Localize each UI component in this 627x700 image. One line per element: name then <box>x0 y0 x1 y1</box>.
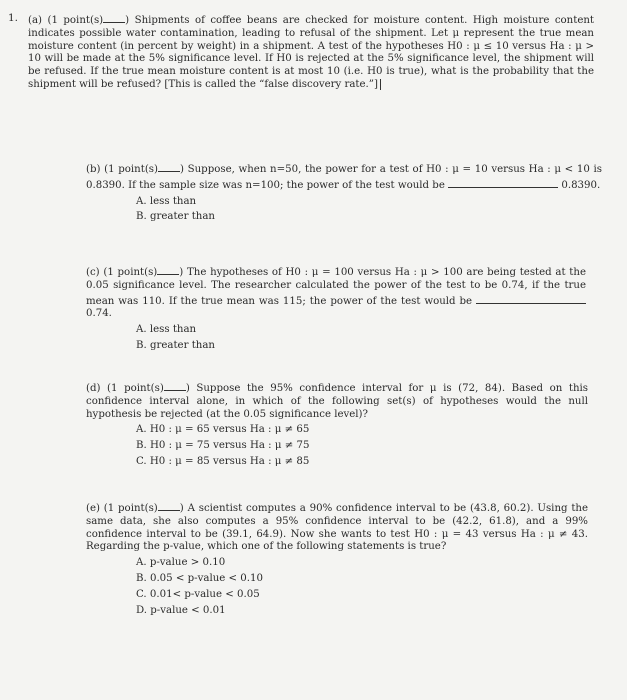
part-b-label: (b) (1 point(s) <box>86 164 158 175</box>
part-e-option-d[interactable]: D. p-value < 0.01 <box>136 604 226 616</box>
part-b-answer-blank[interactable] <box>158 161 180 172</box>
part-e-label: (e) (1 point(s) <box>86 503 158 514</box>
part-a-text: ) Shipments of coffee beans are checked for moisture content. High moisture content indicates possible water contamination, leading to refusal of the shipment. Let μ represent the true mean moisture content (in percent by weight) in a shipment. A test of the hypotheses H0 : μ ≤ 10 versus Ha : μ > 10 will be made at the 5% significance level. If H0 is rejected at the 5% significance level, the shipment will be refused. If the true mean moisture content is at most 10 (i.e. H0 is true), what is the probability that the shipment will be refused? [This is called the “false discovery rate.”] <box>28 15 594 90</box>
part-c <box>86 264 586 353</box>
part-d <box>86 380 588 469</box>
part-c-fill-blank[interactable] <box>476 293 586 304</box>
question-number: 1. <box>8 12 19 24</box>
part-c-option-b[interactable]: B. greater than <box>136 339 215 351</box>
part-c-option-a[interactable]: A. less than <box>136 324 197 336</box>
part-e-answer-blank[interactable] <box>158 500 180 511</box>
part-c-text: ) The hypotheses of H0 : μ = 100 versus Ha : μ > 100 are being tested at the 0.05 significance level. The researcher calculated the power of the test to be 0.74, if the true mean was 110. If the true mean was 115; the power of the test would be <box>86 267 586 307</box>
part-d-text: ) Suppose the 95% confidence interval for μ is (72, 84). Based on this confidence interval alone, in which of the following set(s) of hypotheses would the null hypothesis be rejected (at the 0.05 significance level)? <box>86 383 588 420</box>
part-d-option-b[interactable]: B. H0 : μ = 75 versus Ha : μ ≠ 75 <box>136 440 310 452</box>
part-b-option-a[interactable]: A. less than <box>136 195 197 207</box>
text-cursor <box>380 79 381 90</box>
part-d-option-a[interactable]: A. H0 : μ = 65 versus Ha : μ ≠ 65 <box>136 424 310 436</box>
part-b-option-b[interactable]: B. greater than <box>136 211 215 223</box>
part-e-option-b[interactable]: B. 0.05 < p-value < 0.10 <box>136 572 263 584</box>
part-b-text: ) Suppose, when n=50, the power for a test of H0 : μ = 10 versus Ha : μ < 10 is 0.8390. If the sample size was n=100; the power of the test would be <box>86 164 602 191</box>
part-d-label: (d) (1 point(s) <box>86 383 164 394</box>
part-c-label: (c) (1 point(s) <box>86 267 158 278</box>
part-d-option-c[interactable]: C. H0 : μ = 85 versus Ha : μ ≠ 85 <box>136 455 310 467</box>
part-d-answer-blank[interactable] <box>164 380 186 391</box>
part-a <box>28 12 594 92</box>
part-a-answer-blank[interactable] <box>103 12 125 23</box>
part-b-tail: 0.8390. <box>561 179 601 191</box>
part-b-fill-blank[interactable] <box>448 177 558 188</box>
part-e-option-c[interactable]: C. 0.01< p-value < 0.05 <box>136 588 260 600</box>
part-e <box>86 500 588 617</box>
part-e-option-a[interactable]: A. p-value > 0.10 <box>136 557 226 569</box>
part-b <box>86 161 602 224</box>
part-c-answer-blank[interactable] <box>157 264 179 275</box>
part-a-label: (a) (1 point(s) <box>28 15 104 26</box>
part-c-tail: 0.74. <box>86 308 112 320</box>
part-e-text: ) A scientist computes a 90% confidence interval to be (43.8, 60.2). Using the same data, she also computes a 95% confidence interval to be (42.2, 61.8), and a 99% confidence interval to be (39.1, 64.9). Now she wants to test H0 : μ = 43 versus Ha : μ ≠ 43. Regarding the p-value, which one of the following statements is true? <box>86 503 589 553</box>
